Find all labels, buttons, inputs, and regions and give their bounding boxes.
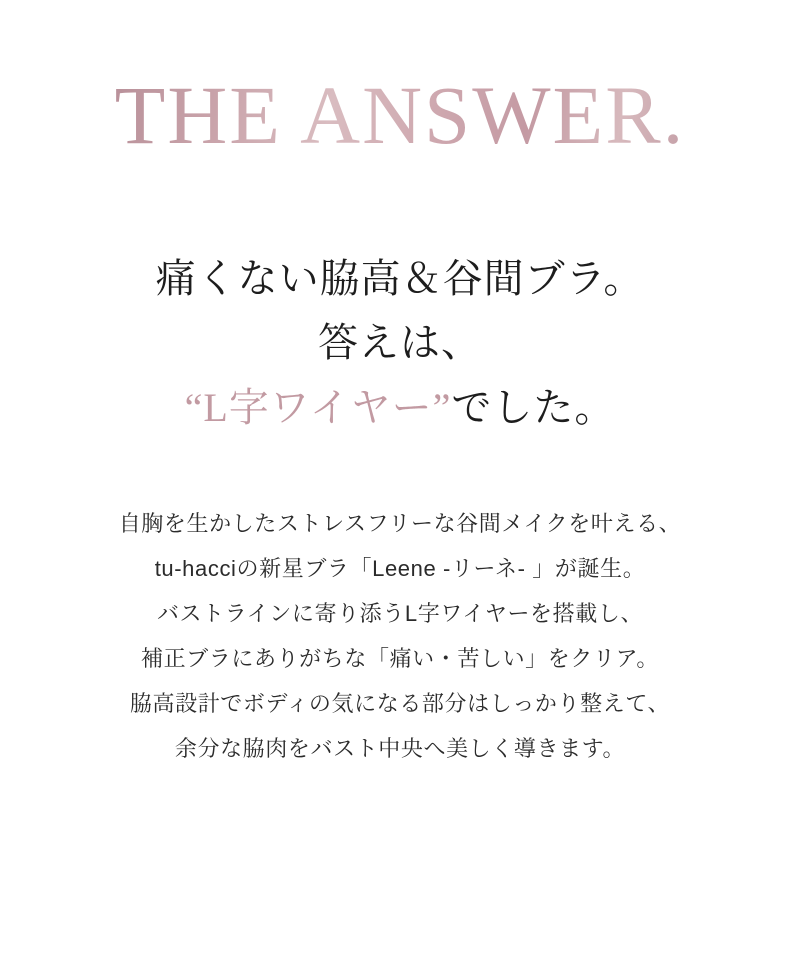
body-copy-line: 余分な脇肉をバスト中央へ美しく導きます。 <box>174 736 626 762</box>
close-quote-mark: ” <box>432 385 452 431</box>
body-copy <box>119 501 682 772</box>
body-copy-line: tu-hacciの新星ブラ「Leene -リーネ- 」が誕生。 <box>154 556 646 582</box>
highlight-keyword: L字ワイヤー <box>203 385 433 431</box>
sub-headline-line-2: 答えは、 <box>318 320 482 366</box>
page-title: THE ANSWER. <box>114 69 686 161</box>
open-quote-mark: “ <box>184 385 204 431</box>
body-copy-line: バストラインに寄り添うL字ワイヤーを搭載し、 <box>156 601 644 627</box>
sub-headline-tail: でした。 <box>451 385 616 431</box>
sub-headline-line-1: 痛くない脇高＆谷間ブラ。 <box>155 255 645 301</box>
body-copy-line: 自胸を生かしたストレスフリーな谷間メイクを叶える、 <box>118 511 682 536</box>
sub-headline <box>156 247 645 441</box>
sub-headline-line-3 <box>156 376 645 441</box>
body-copy-line: 脇高設計でボディの気になる部分はしっかり整えて、 <box>129 691 671 717</box>
body-copy-line: 補正ブラにありがちな「痛い・苦しい」をクリア。 <box>140 646 660 672</box>
